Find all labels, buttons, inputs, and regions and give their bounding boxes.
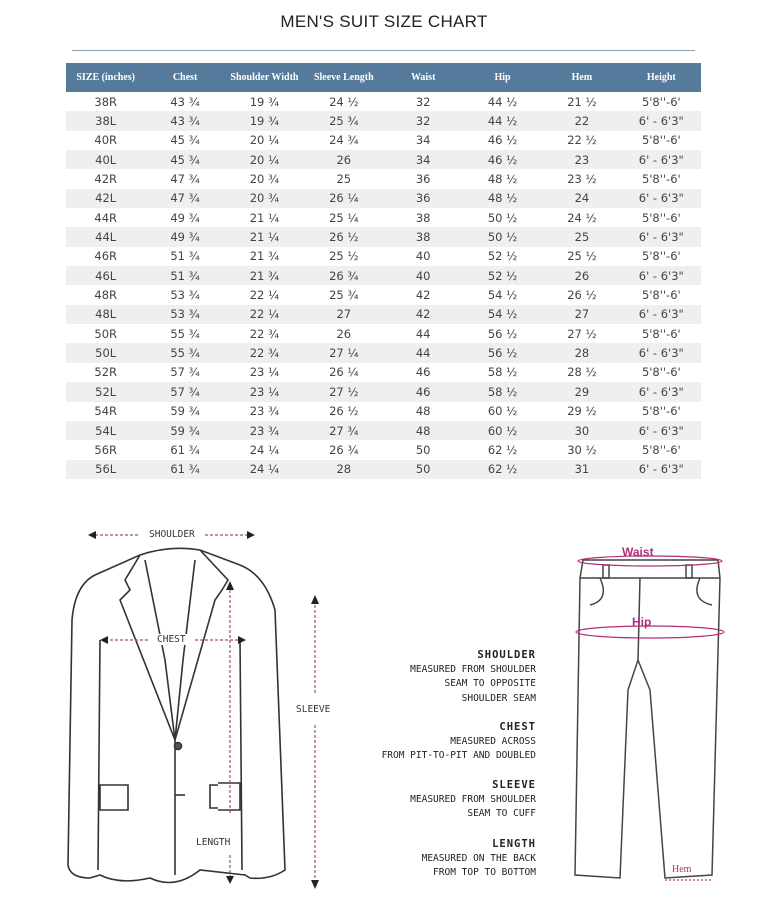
hip-label: Hip [632,615,652,629]
description-heading: SHOULDER [477,649,536,661]
table-cell: 25 ¾ [329,288,359,303]
table-cell: 32 [415,94,431,109]
table-cell: 50 [384,460,463,479]
table-cell: 26 ¼ [329,365,359,380]
table-cell: 56L [66,460,145,479]
table-cell: 52R [94,365,117,380]
table-cell: 34 [415,133,431,148]
waist-label: Waist [622,545,654,559]
table-cell: 51 ¾ [145,266,224,285]
jacket-illustration [68,548,285,882]
table-cell: 20 ¾ [225,189,304,208]
table-cell: 57 ¾ [145,382,224,401]
table-cell: 36 [384,189,463,208]
shoulder-label: SHOULDER [149,529,195,540]
table-cell: 29 ½ [567,404,597,419]
table-cell: 38R [94,94,117,109]
table-cell: 49 ¾ [170,210,200,225]
table-cell: 24 ½ [567,210,597,225]
table-cell: 21 ¼ [249,210,280,225]
table-cell: 27 ½ [567,326,597,341]
table-cell: 53 ¾ [170,288,200,303]
table-cell: 45 ¾ [170,133,200,148]
table-row [66,169,701,188]
table-cell: 27 ¼ [304,343,383,362]
table-cell: 58 ½ [463,382,542,401]
table-cell: 23 ¾ [225,421,304,440]
table-cell: 22 ½ [567,133,597,148]
table-cell: 28 [542,343,621,362]
table-cell: 6' - 6'3" [622,266,701,285]
table-cell: 50R [94,326,117,341]
table-cell: 56 ½ [463,343,542,362]
table-cell: 56 ½ [487,326,518,341]
table-row [66,382,701,401]
table-cell: 22 ¾ [225,343,304,362]
table-cell: 5'8''-6' [641,326,681,341]
table-cell: 54 ½ [487,288,518,303]
length-label: LENGTH [196,837,231,848]
table-cell: 42 [415,288,431,303]
table-cell: 44R [94,210,117,225]
description-line: MEASURED FROM SHOULDER [410,793,536,805]
description-heading: CHEST [499,721,536,733]
table-cell: 30 [542,421,621,440]
pants-illustration [575,560,720,878]
chest-description [382,720,536,764]
table-cell: 26 [336,326,352,341]
table-cell: 50L [66,343,145,362]
table-cell: 6' - 6'3" [622,111,701,130]
table-cell: 46 [415,365,431,380]
table-cell: 36 [415,172,431,187]
table-cell: 20 ¼ [249,133,280,148]
table-cell: 5'8''-6' [641,94,681,109]
table-cell: 5'8''-6' [641,404,681,419]
table-row [66,343,701,362]
description-line: FROM TOP TO BOTTOM [433,867,536,878]
table-cell: 26 [542,266,621,285]
table-cell: 62 ½ [487,442,518,457]
table-cell: 54L [66,421,145,440]
description-heading: SLEEVE [492,779,536,791]
table-cell: 26 [304,150,383,169]
table-body [66,92,701,479]
table-cell: 47 ¾ [170,172,200,187]
table-cell: 30 ½ [567,442,597,457]
table-row [66,324,701,343]
table-cell: 23 ¾ [249,404,280,419]
table-cell: 46L [66,266,145,285]
table-cell: 23 ¼ [249,365,280,380]
length-description [422,837,536,881]
table-cell: 24 ½ [329,94,359,109]
table-row [66,266,701,285]
table-cell: 51 ¾ [170,249,200,264]
table-cell: 42 [384,305,463,324]
table-row [66,440,701,459]
measurement-diagram [0,500,768,915]
table-cell: 23 ¼ [225,382,304,401]
column-header: Waist [384,63,463,92]
table-cell: 46 ½ [463,150,542,169]
table-cell: 24 ¼ [249,442,280,457]
table-cell: 21 ¾ [249,249,280,264]
arrow-right-icon [247,531,255,539]
table-cell: 61 ¾ [170,442,200,457]
table-cell: 43 ¾ [145,111,224,130]
table-cell: 6' - 6'3" [622,305,701,324]
table-cell: 21 ½ [567,94,597,109]
table-cell: 22 [542,111,621,130]
title-divider [72,50,695,51]
table-cell: 48L [66,305,145,324]
table-cell: 6' - 6'3" [622,150,701,169]
table-cell: 55 ¾ [170,326,200,341]
table-row [66,363,701,382]
column-header: Hip [463,63,542,92]
table-cell: 52 ½ [487,249,518,264]
table-cell: 60 ½ [487,404,518,419]
table-cell: 27 ½ [304,382,383,401]
table-cell: 62 ½ [463,460,542,479]
table-cell: 34 [384,150,463,169]
chest-label: CHEST [157,634,186,645]
table-cell: 5'8''-6' [641,210,681,225]
table-cell: 20 ¼ [225,150,304,169]
table-row [66,111,701,130]
table-cell: 22 ¼ [225,305,304,324]
table-cell: 40 [384,266,463,285]
table-cell: 48 [415,404,431,419]
table-cell: 25 ½ [329,249,359,264]
table-cell: 6' - 6'3" [622,421,701,440]
table-cell: 58 ½ [487,365,518,380]
table-cell: 26 ½ [304,227,383,246]
table-cell: 55 ¾ [145,343,224,362]
table-cell: 25 ¼ [329,210,359,225]
table-row [66,421,701,440]
table-cell: 40L [66,150,145,169]
page-title: MEN'S SUIT SIZE CHART [280,12,488,31]
table-cell: 27 [304,305,383,324]
table-cell: 40 [415,249,431,264]
table-row [66,305,701,324]
table-cell: 24 ¾ [329,133,359,148]
table-cell: 47 ¾ [145,189,224,208]
column-header: Hem [542,63,621,92]
table-row [66,247,701,266]
sleeve-description [410,778,536,822]
table-cell: 5'8''-6' [641,365,681,380]
table-cell: 48 ½ [463,189,542,208]
table-row [66,402,701,421]
table-cell: 61 ¾ [145,460,224,479]
column-header: SIZE (inches) [66,63,145,92]
table-cell: 52L [66,382,145,401]
description-line: FROM PIT-TO-PIT AND DOUBLED [381,750,536,761]
description-heading: LENGTH [492,838,536,850]
table-cell: 24 ¼ [225,460,304,479]
table-cell: 28 [304,460,383,479]
table-cell: 5'8''-6' [641,442,681,457]
table-cell: 59 ¾ [170,404,200,419]
table-cell: 54 ½ [463,305,542,324]
column-header: Chest [145,63,224,92]
table-cell: 31 [542,460,621,479]
sleeve-label: SLEEVE [296,704,331,715]
table-cell: 23 ½ [567,172,597,187]
pants-arrows [576,556,724,880]
table-cell: 53 ¾ [145,305,224,324]
table-cell: 40R [94,133,117,148]
column-header: Shoulder Width [225,63,304,92]
table-cell: 25 [542,227,621,246]
table-cell: 5'8''-6' [641,133,681,148]
table-row [66,285,701,304]
table-row [66,150,701,169]
table-cell: 42R [94,172,117,187]
shoulder-description [410,648,536,706]
table-cell: 44 [415,326,431,341]
description-line: MEASURED FROM SHOULDER [410,663,536,675]
table-cell: 54R [94,404,117,419]
table-cell: 19 ¾ [225,111,304,130]
table-cell: 49 ¾ [145,227,224,246]
table-cell: 44 ½ [463,111,542,130]
hem-label: Hem [672,864,692,875]
table-cell: 23 [542,150,621,169]
table-cell: 44L [66,227,145,246]
table-cell: 48 ½ [487,172,518,187]
table-cell: 22 ¼ [249,288,280,303]
table-row [66,131,701,150]
table-cell: 21 ¼ [225,227,304,246]
table-row [66,460,701,479]
table-cell: 21 ¾ [225,266,304,285]
description-line: MEASURED ON THE BACK [421,852,536,864]
table-cell: 52 ½ [463,266,542,285]
table-row [66,92,701,111]
table-cell: 26 ½ [567,288,597,303]
table-cell: 32 [384,111,463,130]
table-cell: 25 [336,172,352,187]
table-cell: 46 [384,382,463,401]
table-cell: 38L [66,111,145,130]
table-cell: 6' - 6'3" [622,382,701,401]
description-line: MEASURED ACROSS [450,735,536,747]
table-cell: 56R [94,442,117,457]
table-cell: 38 [415,210,431,225]
table-cell: 25 ¾ [304,111,383,130]
description-line: SEAM TO CUFF [467,808,536,819]
description-line: SHOULDER SEAM [461,692,536,704]
table-cell: 26 ¾ [329,442,359,457]
table-cell: 22 ¾ [249,326,280,341]
table-cell: 48 [384,421,463,440]
table-row [66,189,701,208]
table-row [66,227,701,246]
table-cell: 24 [542,189,621,208]
table-cell: 48R [94,288,117,303]
table-cell: 46 ½ [487,133,518,148]
table-cell: 6' - 6'3" [622,227,701,246]
column-header: Height [622,63,701,92]
table-cell: 38 [384,227,463,246]
button-icon [175,743,182,750]
table-cell: 42L [66,189,145,208]
table-cell: 5'8''-6' [641,172,681,187]
table-cell: 26 ½ [329,404,359,419]
column-header: Sleeve Length [304,63,383,92]
table-cell: 43 ¾ [170,94,200,109]
table-cell: 44 [384,343,463,362]
table-cell: 50 [415,442,431,457]
table-cell: 50 ½ [487,210,518,225]
table-cell: 29 [542,382,621,401]
table-cell: 27 [542,305,621,324]
table-cell: 6' - 6'3" [622,343,701,362]
table-cell: 27 ¾ [304,421,383,440]
description-line: SEAM TO OPPOSITE [444,678,536,689]
table-cell: 6' - 6'3" [622,189,701,208]
table-cell: 60 ½ [463,421,542,440]
table-cell: 26 ¼ [304,189,383,208]
table-cell: 6' - 6'3" [622,460,701,479]
table-cell: 20 ¾ [249,172,280,187]
table-cell: 57 ¾ [170,365,200,380]
table-cell: 28 ½ [567,365,597,380]
table-cell: 45 ¾ [145,150,224,169]
size-table [66,63,701,479]
table-cell: 5'8''-6' [641,288,681,303]
table-row [66,208,701,227]
table-cell: 44 ½ [487,94,518,109]
table-cell: 46R [94,249,117,264]
table-cell: 59 ¾ [145,421,224,440]
arrow-left-icon [88,531,96,539]
table-cell: 19 ¾ [249,94,280,109]
table-cell: 26 ¾ [304,266,383,285]
table-header-row [66,63,701,92]
table-cell: 5'8''-6' [641,249,681,264]
table-cell: 50 ½ [463,227,542,246]
table-cell: 25 ½ [567,249,597,264]
